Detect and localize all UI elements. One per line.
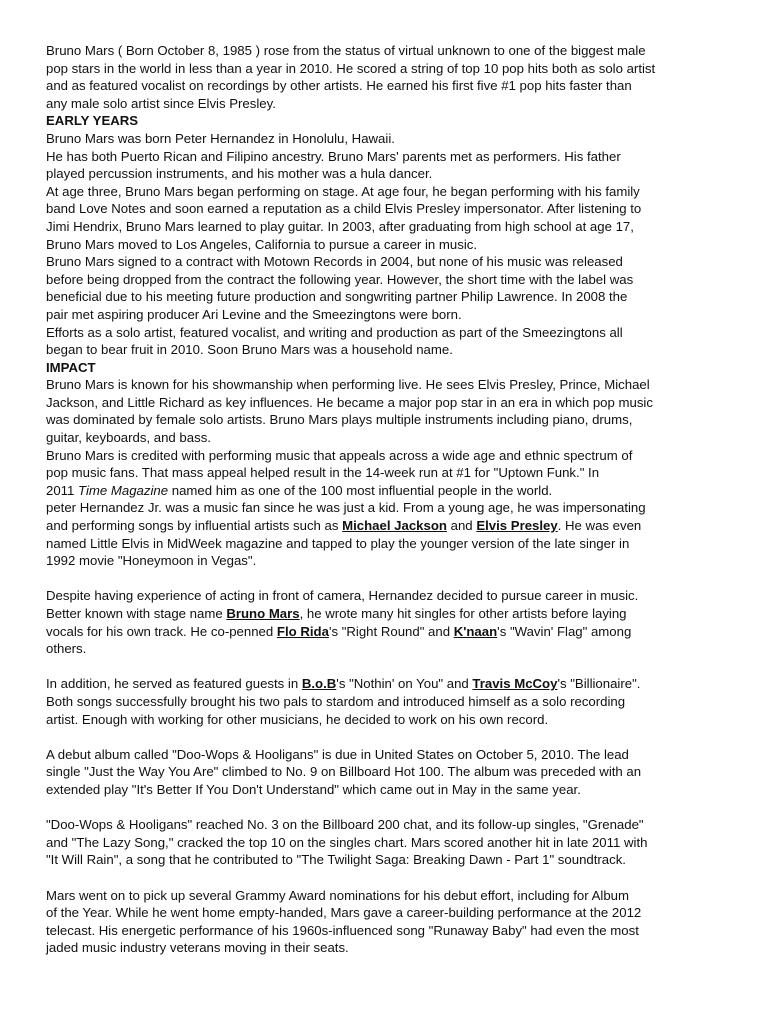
text-line: began to bear fruit in 2010. Soon Bruno Mars was a household name. [46, 342, 453, 358]
text-line [46, 482, 724, 500]
text-line: "Doo-Wops & Hooligans" reached No. 3 on the Billboard 200 chat, and its follow-up singles, "Grenade" [46, 817, 644, 833]
text-line: Bruno Mars is known for his showmanship when performing live. He sees Elvis Presley, Prince, Michael [46, 377, 650, 393]
career-paragraph-4 [46, 816, 724, 869]
text-line [46, 675, 724, 693]
text-span: 's "Right Round" and [328, 623, 454, 639]
text-line: Despite having experience of acting in front of camera, Hernandez decided to pursue career in music. [46, 588, 639, 604]
text-line: pop stars in the world in less than a year in 2010. He scored a string of top 10 pop hits both as solo artist [46, 60, 656, 76]
text-line: telecast. His energetic performance of his 1960s-influenced song "Runaway Baby" had even the most [46, 922, 639, 938]
text-span: Better known with stage name [46, 606, 227, 621]
text-line [46, 517, 724, 535]
text-span: and [446, 518, 477, 534]
text-line: artist. Enough with working for other musicians, he decided to work on his own record. [46, 711, 549, 727]
text-line: Efforts as a solo artist, featured vocalist, and writing and production as part of the Smeezingtons all [46, 324, 623, 340]
michael-jackson-link[interactable]: Michael Jackson [342, 518, 447, 534]
text-line: At age three, Bruno Mars began performing on stage. At age four, he began performing with his family [46, 183, 640, 199]
text-line: named Little Elvis in MidWeek magazine and tapped to play the younger version of the late singer in [46, 535, 630, 551]
text-line: peter Hernandez Jr. was a music fan since he was just a kid. From a young age, he was impersonating [46, 500, 646, 516]
text-line: 1992 movie "Honeymoon in Vegas". [46, 553, 257, 569]
text-line: Bruno Mars ( Born October 8, 1985 ) rose from the status of virtual unknown to one of the biggest male [46, 43, 646, 58]
impact-section [46, 376, 724, 570]
elvis-presley-link[interactable]: Elvis Presley [476, 518, 558, 534]
text-line: before being dropped from the contract the following year. However, the short time with the label was [46, 271, 634, 287]
text-line: others. [46, 641, 87, 657]
text-line: Bruno Mars signed to a contract with Motown Records in 2004, but none of his music was released [46, 254, 623, 270]
early-years-heading: EARLY YEARS [46, 113, 139, 129]
career-paragraph-5 [46, 887, 724, 957]
text-span: 2011 [46, 482, 79, 498]
text-span: 's "Nothin' on You" and [336, 676, 473, 692]
text-line: Mars went on to pick up several Grammy Award nominations for his debut effort, including for Album [46, 887, 629, 903]
flo-rida-link[interactable]: Flo Rida [276, 623, 329, 639]
intro-paragraph [46, 42, 724, 112]
career-paragraph-3 [46, 746, 724, 799]
text-line [46, 623, 724, 641]
text-line: guitar, keyboards, and bass. [46, 430, 211, 446]
text-line: single "Just the Way You Are" climbed to No. 9 on Billboard Hot 100. The album was preceded with an [46, 764, 642, 780]
text-line: jaded music industry veterans moving in their seats. [46, 940, 349, 956]
text-line: was dominated by female solo artists. Bruno Mars plays multiple instruments including piano, drums, [46, 412, 633, 428]
text-span: . He was even [557, 518, 642, 534]
paragraph-gap [46, 570, 724, 588]
text-line: Both songs successfully brought his two pals to stardom and introduced himself as a solo recording [46, 693, 626, 709]
travis-mccoy-link[interactable]: Travis McCoy [472, 676, 558, 692]
paragraph-gap [46, 658, 724, 676]
time-magazine-title: Time Magazine [78, 482, 169, 498]
text-line: any male solo artist since Elvis Presley. [46, 95, 276, 111]
text-span: , he wrote many hit singles for other artists before laying [299, 606, 627, 621]
text-line: He has both Puerto Rican and Filipino ancestry. Bruno Mars' parents met as performers. His father [46, 148, 621, 164]
text-line: and "The Lazy Song," cracked the top 10 on the singles chart. Mars scored another hit in late 2011 with [46, 834, 648, 850]
text-line: pair met aspiring producer Ari Levine and the Smeezingtons were born. [46, 306, 462, 322]
text-span: named him as one of the 100 most influential people in the world. [168, 482, 553, 498]
text-line: Bruno Mars was born Peter Hernandez in Honolulu, Hawaii. [46, 130, 395, 146]
knaan-link[interactable]: K'naan [453, 623, 498, 639]
text-span: 's "Billionaire". [557, 676, 641, 692]
document-page [46, 42, 724, 957]
text-line: Jimi Hendrix, Bruno Mars learned to play guitar. In 2003, after graduating from high school at age 17, [46, 218, 634, 234]
career-paragraph-1 [46, 587, 724, 657]
text-line: pop music fans. That mass appeal helped result in the 14-week run at #1 for "Uptown Funk." In [46, 465, 600, 481]
text-line: of the Year. While he went home empty-handed, Mars gave a career-building performance at the 2012 [46, 905, 642, 921]
text-line: beneficial due to his meeting future production and songwriting partner Philip Lawrence. In 2008 the [46, 289, 628, 305]
text-span: and performing songs by influential artists such as [46, 518, 343, 534]
text-line: "It Will Rain", a song that he contributed to "The Twilight Saga: Breaking Dawn - Part 1" soundtrack. [46, 852, 626, 868]
text-span: 's "Wavin' Flag" among [497, 623, 632, 639]
text-line: A debut album called "Doo-Wops & Hooligans" is due in United States on October 5, 2010. The lead [46, 746, 629, 762]
text-line: and as featured vocalist on recordings by other artists. He earned his first five #1 pop hits faster than [46, 78, 632, 94]
early-years-section [46, 130, 724, 359]
bob-link[interactable]: B.o.B [301, 676, 337, 692]
text-line: Bruno Mars moved to Los Angeles, California to pursue a career in music. [46, 236, 478, 252]
text-line: extended play "It's Better If You Don't Understand" which came out in May in the same year. [46, 781, 581, 797]
text-line: Jackson, and Little Richard as key influences. He became a major pop star in an era in which pop music [46, 394, 653, 410]
impact-heading: IMPACT [46, 359, 96, 375]
text-line: played percussion instruments, and his mother was a hula dancer. [46, 166, 433, 182]
text-span: In addition, he served as featured guests in [46, 676, 302, 692]
text-line: Bruno Mars is credited with performing music that appeals across a wide age and ethnic spectrum of [46, 447, 633, 463]
paragraph-gap [46, 869, 724, 887]
text-line [46, 605, 724, 623]
career-paragraph-2 [46, 675, 724, 728]
paragraph-gap [46, 799, 724, 817]
bruno-mars-link[interactable]: Bruno Mars [226, 606, 300, 621]
text-span: vocals for his own track. He co-penned [46, 623, 277, 639]
paragraph-gap [46, 728, 724, 746]
text-line: band Love Notes and soon earned a reputation as a child Elvis Presley impersonator. After listening to [46, 201, 642, 217]
